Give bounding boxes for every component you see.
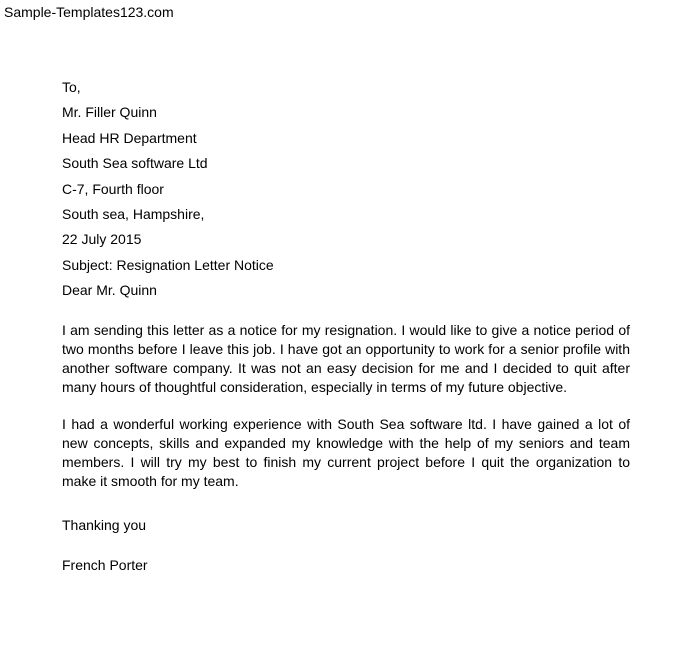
letter-date: 22 July 2015 [62,231,142,247]
letter-subject: Subject: Resignation Letter Notice [62,257,274,273]
address-line-department: Head HR Department [62,130,197,146]
site-watermark: Sample-Templates123.com [4,4,174,20]
address-line-city: South sea, Hampshire, [62,206,205,222]
letter-paragraph: I am sending this letter as a notice for my resignation. I would like to give a notice period of two months before I leave this job. I have got an opportunity to work for a senior profile with another software company. It was not an easy decision for me and I decided to quit after many hours of thoughtful consideration, especially in terms of my future objective. [62,322,630,395]
address-line-to: To, [62,79,81,95]
address-line-floor: C-7, Fourth floor [62,181,164,197]
address-line-company: South Sea software Ltd [62,155,208,171]
address-line-recipient: Mr. Filler Quinn [62,104,157,120]
letter-signature: French Porter [62,557,148,573]
letter-salutation: Dear Mr. Quinn [62,282,157,298]
letter-closing: Thanking you [62,517,147,533]
letter-paragraph: I had a wonderful working experience with South Sea software ltd. I have gained a lot of new concepts, skills and expanded my knowledge with the help of my seniors and team members. I will try my best to finish my current project before I quit the organization to make it smooth for my team. [62,416,630,489]
